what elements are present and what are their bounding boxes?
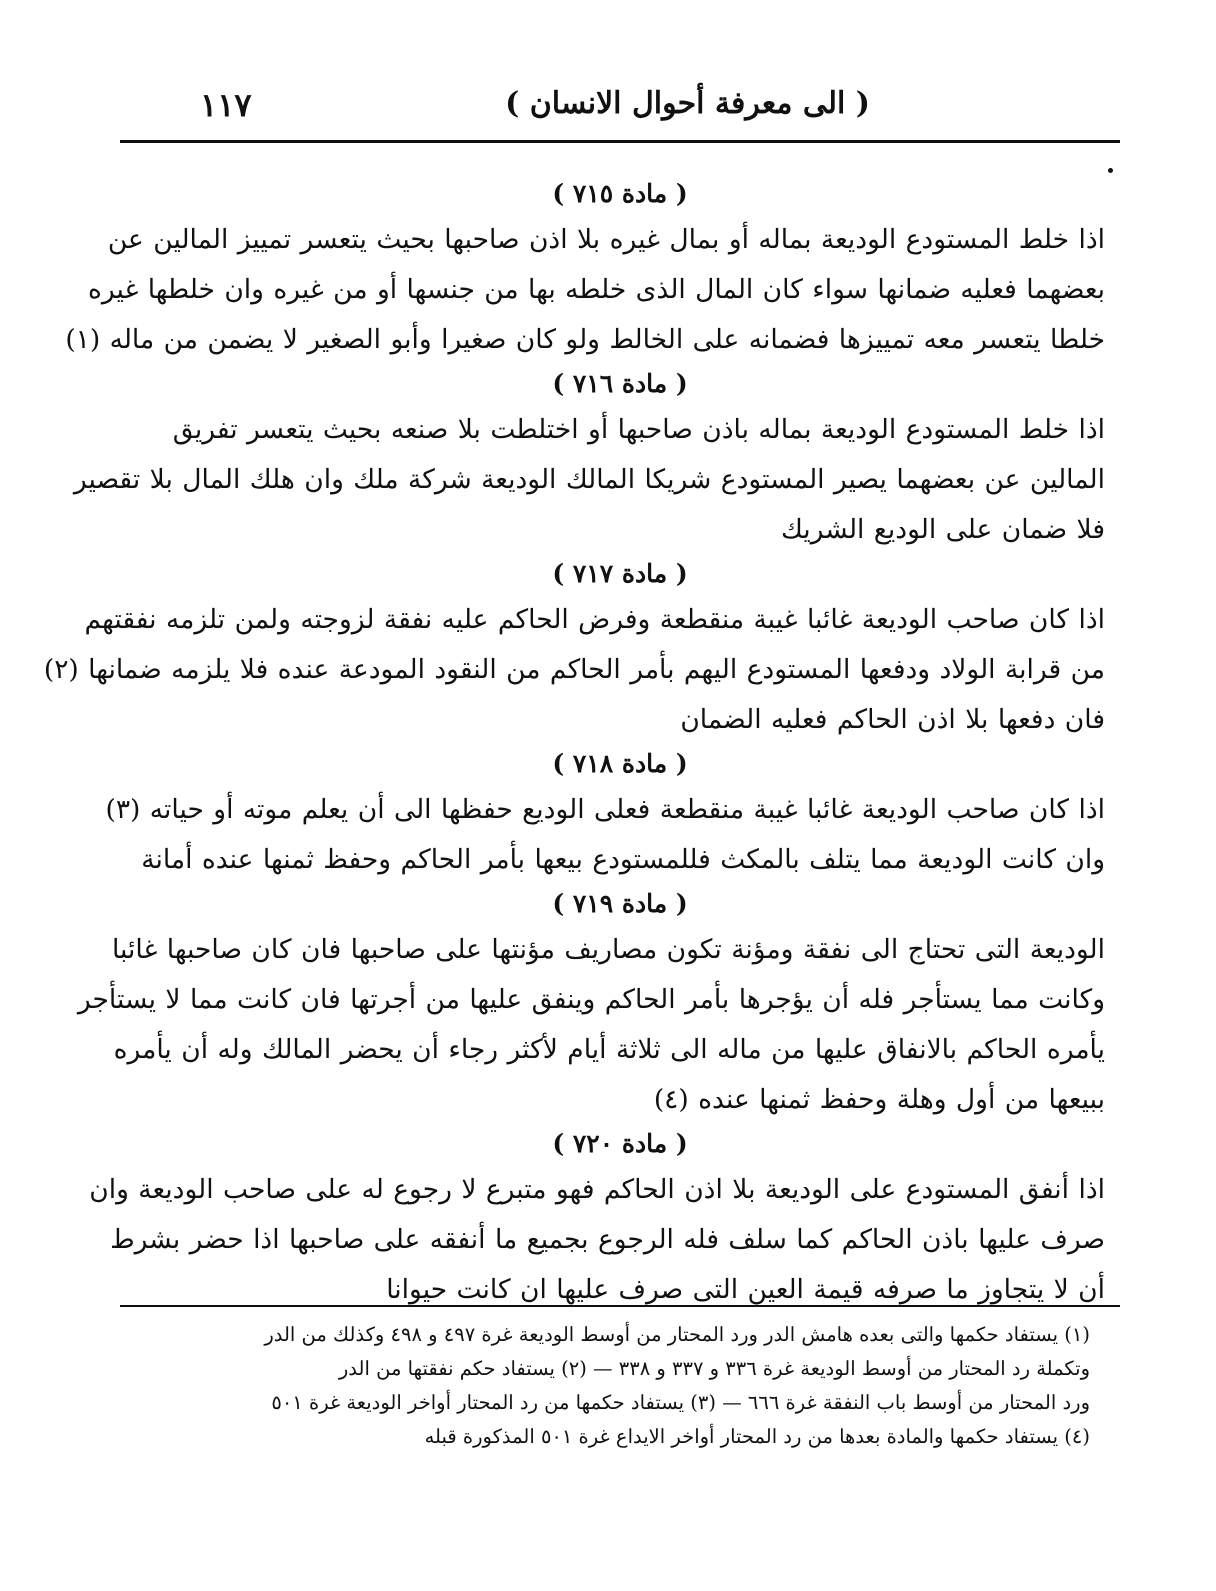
text-line: وان كانت الوديعة مما يتلف بالمكث فللمستودع بيعها بأمر الحاكم وحفظ ثمنها عنده أمانة (141, 844, 1105, 875)
article-716 (73, 365, 1105, 555)
article-heading: ( مادة ٧١٦ ) (552, 369, 688, 398)
footnote-line: (١) يستفاد حكمها والتى بعده هامش الدر ورد المحتار من أوسط الوديعة غرة ٤٩٧ و ٤٩٨ وكذلك من الدر (264, 1323, 1090, 1346)
text-line: أن لا يتجاوز ما صرفه قيمة العين التى صرف عليها ان كانت حيوانا (386, 1274, 1105, 1305)
text-line: اذا كان صاحب الوديعة غائبا غيبة منقطعة وفرض الحاكم عليه نفقة لزوجته ولمن تلزمه نفقتهم (84, 604, 1105, 635)
text-line: فلا ضمان على الوديع الشريك (780, 514, 1105, 545)
page-number: ١١٧ (200, 86, 252, 124)
text-line: اذا خلط المستودع الوديعة بماله أو بمال غيره بلا اذن صاحبها بحيث يتعسر تمييز المالين عن (107, 224, 1105, 255)
footnote-line: وتكملة رد المحتار من أوسط الوديعة غرة ٣٣٦ و ٣٣٧ و ٣٣٨ — (٢) يستفاد حكم نفقتها من الدر (338, 1357, 1090, 1380)
article-719 (77, 885, 1105, 1125)
article-text (77, 925, 1105, 1125)
article-text (105, 785, 1105, 885)
articles-body (43, 175, 1105, 1315)
article-heading: ( مادة ٧١٩ ) (552, 889, 688, 918)
text-line: المالين عن بعضهما يصير المستودع شريكا المالك الوديعة شركة ملك وان هلك المال بلا تقصير (73, 464, 1105, 495)
text-line: من قرابة الولاد ودفعها المستودع اليهم بأمر الحاكم من النقود المودعة عنده فلا يلزمه ضمانها (٢) (43, 654, 1105, 685)
text-line: وكانت مما يستأجر فله أن يؤجرها بأمر الحاكم وينفق عليها من أجرتها فان كانت مما لا يستأجر (77, 984, 1105, 1015)
article-text (73, 405, 1105, 555)
footnote-divider (120, 1305, 1120, 1307)
text-line: اذا خلط المستودع الوديعة بماله باذن صاحبها أو اختلطت بلا صنعه بحيث يتعسر تفريق (172, 414, 1105, 445)
text-line: فان دفعها بلا اذن الحاكم فعليه الضمان (680, 704, 1105, 735)
text-line: بعضهما فعليه ضمانها سواء كان المال الذى خلطه بها من جنسها أو من غيره وان خلطها غيره (87, 274, 1105, 305)
article-text (43, 595, 1105, 745)
article-718 (105, 745, 1105, 885)
page-header (120, 80, 1120, 136)
stray-mark (1108, 168, 1113, 173)
article-717 (43, 555, 1105, 745)
footnotes (130, 1318, 1090, 1454)
article-text (65, 215, 1105, 365)
text-line: اذا كان صاحب الوديعة غائبا غيبة منقطعة فعلى الوديع حفظها الى أن يعلم موته أو حياته (٣) (105, 794, 1105, 825)
article-720 (89, 1125, 1105, 1315)
text-line: صرف عليها باذن الحاكم كما سلف فله الرجوع بجميع ما أنفقه على صاحبها اذا حضر بشرط (110, 1224, 1105, 1255)
text-line: خلطا يتعسر معه تمييزها فضمانه على الخالط ولو كان صغيرا وأبو الصغير لا يضمن من ماله (١) (65, 324, 1105, 355)
running-title: ( الى معرفة أحوال الانسان ) (505, 86, 870, 121)
footnote-line: ورد المحتار من أوسط باب النفقة غرة ٦٦٦ — (٣) يستفاد حكمها من رد المحتار أواخر الوديعة غرة ٥٠١ (271, 1391, 1090, 1414)
article-heading: ( مادة ٧١٨ ) (552, 749, 688, 778)
article-text (89, 1165, 1105, 1315)
footnote-line: (٤) يستفاد حكمها والمادة بعدها من رد المحتار أواخر الايداع غرة ٥٠١ المذكورة قبله (424, 1425, 1090, 1448)
article-heading: ( مادة ٧١٥ ) (552, 179, 688, 208)
text-line: يأمره الحاكم بالانفاق عليها من ماله الى ثلاثة أيام لأكثر رجاء أن يحضر المالك وله أن يأمره (113, 1034, 1105, 1065)
text-line: الوديعة التى تحتاج الى نفقة ومؤنة تكون مصاريف مؤنتها على صاحبها فان كان صاحبها غائبا (111, 934, 1105, 965)
text-line: اذا أنفق المستودع على الوديعة بلا اذن الحاكم فهو متبرع لا رجوع له على صاحب الوديعة وان (89, 1174, 1105, 1205)
article-heading: ( مادة ٧٢٠ ) (552, 1129, 688, 1158)
text-line: ببيعها من أول وهلة وحفظ ثمنها عنده (٤) (653, 1084, 1105, 1115)
article-715 (65, 175, 1105, 365)
article-heading: ( مادة ٧١٧ ) (552, 559, 688, 588)
header-divider (120, 140, 1120, 143)
